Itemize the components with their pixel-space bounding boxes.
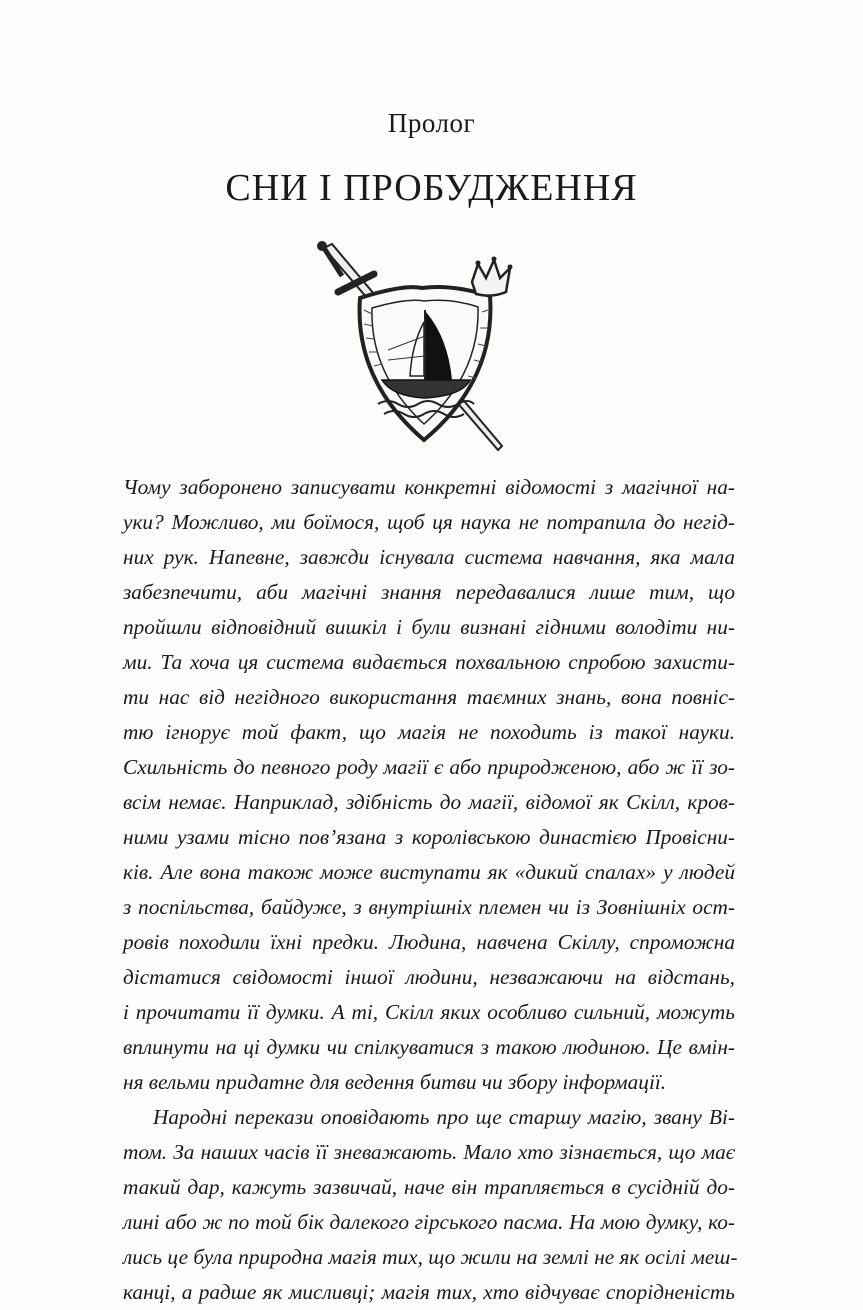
text-line: всім немає. Наприклад, здібність до магії, відомої як Скілл, кров- (123, 790, 735, 814)
text-line: забезпечити, аби магічні знання передавалися лише тим, що (123, 580, 735, 604)
text-line: лись це була природна магія тих, що жили на землі не як осілі меш- (123, 1245, 738, 1269)
chapter-title: СНИ І ПРОБУДЖЕННЯ (225, 167, 638, 209)
text-line: ми. Та хоча ця система видається похвальною спробою захисти- (123, 650, 735, 674)
prologue-label: Пролог (387, 108, 476, 138)
text-line: ровів походили їхні предки. Людина, навчена Скіллу, спроможна (123, 930, 735, 954)
text-line: тю ігнорує той факт, що магія не походить із такої науки. (123, 720, 735, 744)
text-line: такий дар, кажуть зазвичай, наче він трапляється в сусідній до- (123, 1175, 735, 1199)
text-line: з поспільства, байдуже, з внутрішніх племен чи із Зовнішніх ост- (123, 895, 735, 919)
text-line: том. За наших часів її зневажають. Мало хто зізнається, що має (123, 1140, 735, 1164)
text-line: дістатися свідомості іншої людини, незважаючи на відстань, (123, 965, 735, 989)
text-line: ків. Але вона також може виступати як «дикий спалах» у людей (123, 860, 735, 884)
text-line: вплинути на ці думки чи спілкуватися з такою людиною. Це вмін- (123, 1035, 735, 1059)
text-line: ти нас від негідного використання таємних знань, вона повніс- (123, 685, 735, 709)
body-text (123, 470, 738, 1310)
text-line: уки? Можливо, ми боїмося, щоб ця наука не потрапила до негід- (123, 510, 735, 534)
text-line: і прочитати її думки. А ті, Скілл яких особливо сильний, можуть (123, 1000, 735, 1024)
text-line: них рук. Напевне, завжди існувала система навчання, яка мала (123, 545, 735, 569)
text-line: пройшли відповідний вишкіл і були визнані гідними володіти ни- (123, 615, 735, 639)
text-line: ними узами тісно пов’язана з королівською династією Провісни- (123, 825, 735, 849)
text-line: лині або ж по той бік далекого гірського пасма. На мою думку, ко- (123, 1210, 735, 1234)
text-line: канці, а радше як мисливці; магія тих, хто відчуває спорідненість (123, 1280, 735, 1304)
text-line: Народні перекази оповідають про ще старшу магію, звану Ві- (153, 1105, 735, 1129)
text-line: Схильність до певного роду магії є або природженою, або ж її зо- (123, 755, 735, 779)
text-line: Чому заборонено записувати конкретні відомості з магічної на- (123, 475, 735, 499)
shield-with-sword-crown-and-ship-icon (312, 240, 524, 458)
text-line: ня вельми придатне для ведення битви чи збору інформації. (123, 1070, 667, 1094)
